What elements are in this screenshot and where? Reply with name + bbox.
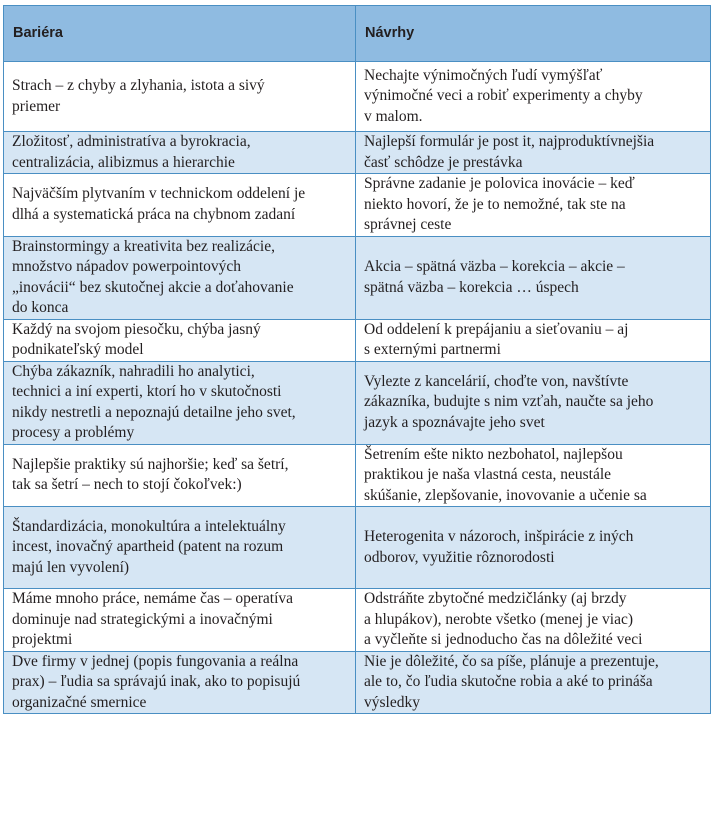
cell-text-line: Vylezte z kancelárií, choďte von, navštívte xyxy=(364,372,629,390)
cell-text-line: skúšanie, zlepšovanie, inovovanie a učenie sa xyxy=(364,486,647,504)
cell-bariera xyxy=(4,361,356,444)
cell-navrhy xyxy=(356,319,711,361)
table-row xyxy=(4,589,711,652)
cell-text-line: do konca xyxy=(12,299,69,316)
cell-text-line: podnikateľský model xyxy=(12,341,144,358)
barriers-table-container xyxy=(3,5,710,714)
cell-text-line: Zložitosť, administratíva a byrokracia, xyxy=(12,133,251,150)
table-row xyxy=(4,236,711,319)
cell-navrhy xyxy=(356,62,711,132)
cell-bariera xyxy=(4,589,356,652)
cell-navrhy xyxy=(356,132,711,174)
cell-text-line: výnimočné veci a robiť experimenty a chyby xyxy=(364,87,643,105)
cell-text-line: tak sa šetrí – nech to stojí čokoľvek:) xyxy=(12,476,242,494)
cell-text-line: Chýba zákazník, nahradili ho analytici, xyxy=(12,362,255,380)
cell-text-line: Nechajte výnimočných ľudí vymýšľať xyxy=(364,66,603,84)
cell-text-line: majú len vyvolení) xyxy=(12,558,130,576)
cell-text-line: Heterogenita v názoroch, inšpirácie z iných xyxy=(364,528,634,545)
cell-text-line: Šetrením ešte nikto nezbohatol, najlepšou xyxy=(364,445,623,463)
cell-text-line: organizačné smernice xyxy=(12,693,147,711)
cell-bariera xyxy=(4,62,356,132)
cell-text-line: Správne zadanie je polovica inovácie – keď xyxy=(364,175,635,192)
table-row xyxy=(4,361,711,444)
cell-text-line: v malom. xyxy=(364,107,423,125)
table-row xyxy=(4,319,711,361)
cell-text-line: Máme mnoho práce, nemáme čas – operatíva xyxy=(12,590,294,607)
cell-text-line: incest, inovačný apartheid (patent na rozum xyxy=(12,538,284,556)
table-row xyxy=(4,132,711,174)
cell-text-line: spätná väzba – korekcia … úspech xyxy=(364,278,579,296)
header-navrhy: Návrhy xyxy=(356,6,711,62)
cell-bariera xyxy=(4,651,356,714)
cell-text-line: Štandardizácia, monokultúra a intelektuálny xyxy=(12,517,286,535)
cell-text-line: Najlepšie praktiky sú najhoršie; keď sa šetrí, xyxy=(12,455,289,473)
cell-text-line: dominuje nad strategickými a inovačnými xyxy=(12,610,273,628)
cell-bariera xyxy=(4,444,356,507)
cell-bariera xyxy=(4,319,356,361)
cell-navrhy xyxy=(356,444,711,507)
cell-text-line: časť schôdze je prestávka xyxy=(364,153,523,171)
cell-text-line: jazyk a spoznávajte jeho svet xyxy=(364,413,545,431)
cell-text-line: prax) – ľudia sa správajú inak, ako to popisujú xyxy=(12,673,301,690)
cell-text-line: niekto hovorí, že je to nemožné, tak ste na xyxy=(364,195,626,213)
cell-navrhy xyxy=(356,507,711,589)
cell-bariera xyxy=(4,132,356,174)
table-row xyxy=(4,651,711,714)
cell-text-line: správnej ceste xyxy=(364,216,452,233)
cell-text-line: projektmi xyxy=(12,631,73,648)
cell-bariera xyxy=(4,236,356,319)
cell-text-line: praktikou je naša vlastná cesta, neustále xyxy=(364,466,612,483)
cell-navrhy xyxy=(356,236,711,319)
cell-text-line: výsledky xyxy=(364,693,420,711)
cell-navrhy xyxy=(356,651,711,714)
cell-text-line: Každý na svojom piesočku, chýba jasný xyxy=(12,320,261,338)
cell-text-line: Akcia – spätná väzba – korekcia – akcie – xyxy=(364,258,625,275)
cell-text-line: Odstráňte zbytočné medzičlánky (aj brzdy xyxy=(364,590,627,607)
cell-text-line: procesy a problémy xyxy=(12,424,135,441)
cell-navrhy xyxy=(356,361,711,444)
cell-bariera xyxy=(4,174,356,237)
table-row xyxy=(4,174,711,237)
cell-text-line: Najlepší formulár je post it, najproduktívnejšia xyxy=(364,133,655,150)
header-bariera: Bariéra xyxy=(4,6,356,62)
cell-text-line: Najväčším plytvaním v technickom oddelení je xyxy=(12,185,306,203)
cell-text-line: odborov, využitie rôznorodosti xyxy=(364,548,555,566)
table-row xyxy=(4,507,711,589)
barriers-table xyxy=(3,5,711,714)
cell-text-line: Nie je dôležité, čo sa píše, plánuje a prezentuje, xyxy=(364,652,659,670)
cell-text-line: zákazníka, budujte s nim vzťah, naučte sa jeho xyxy=(364,393,654,411)
cell-text-line: s externými partnermi xyxy=(364,341,501,358)
cell-text-line: Strach – z chyby a zlyhania, istota a sivý xyxy=(12,77,265,94)
table-row xyxy=(4,444,711,507)
cell-text-line: dlhá a systematická práca na chybnom zadaní xyxy=(12,205,296,223)
cell-text-line: a hlupákov), nerobte všetko (menej je viac) xyxy=(364,610,633,628)
cell-navrhy xyxy=(356,589,711,652)
cell-text-line: „inovácii“ bez skutočnej akcie a doťahovanie xyxy=(12,278,294,296)
cell-bariera xyxy=(4,507,356,589)
cell-text-line: Dve firmy v jednej (popis fungovania a reálna xyxy=(12,652,299,670)
cell-text-line: Od oddelení k prepájaniu a sieťovaniu – aj xyxy=(364,320,629,338)
cell-navrhy xyxy=(356,174,711,237)
cell-text-line: Brainstormingy a kreativita bez realizácie, xyxy=(12,237,275,255)
cell-text-line: a vyčleňte si jednoducho čas na dôležité veci xyxy=(364,631,643,648)
header-row xyxy=(4,6,711,62)
table-row xyxy=(4,62,711,132)
cell-text-line: ale to, čo ľudia skutočne robia a aké to prináša xyxy=(364,673,653,690)
cell-text-line: centralizácia, alibizmus a hierarchie xyxy=(12,153,235,171)
cell-text-line: priemer xyxy=(12,97,61,115)
cell-text-line: nikdy nestretli a nepoznajú detailne jeho svet, xyxy=(12,403,296,421)
cell-text-line: množstvo nápadov powerpointových xyxy=(12,258,242,275)
cell-text-line: technici a iní experti, ktorí ho v skutočnosti xyxy=(12,383,282,400)
